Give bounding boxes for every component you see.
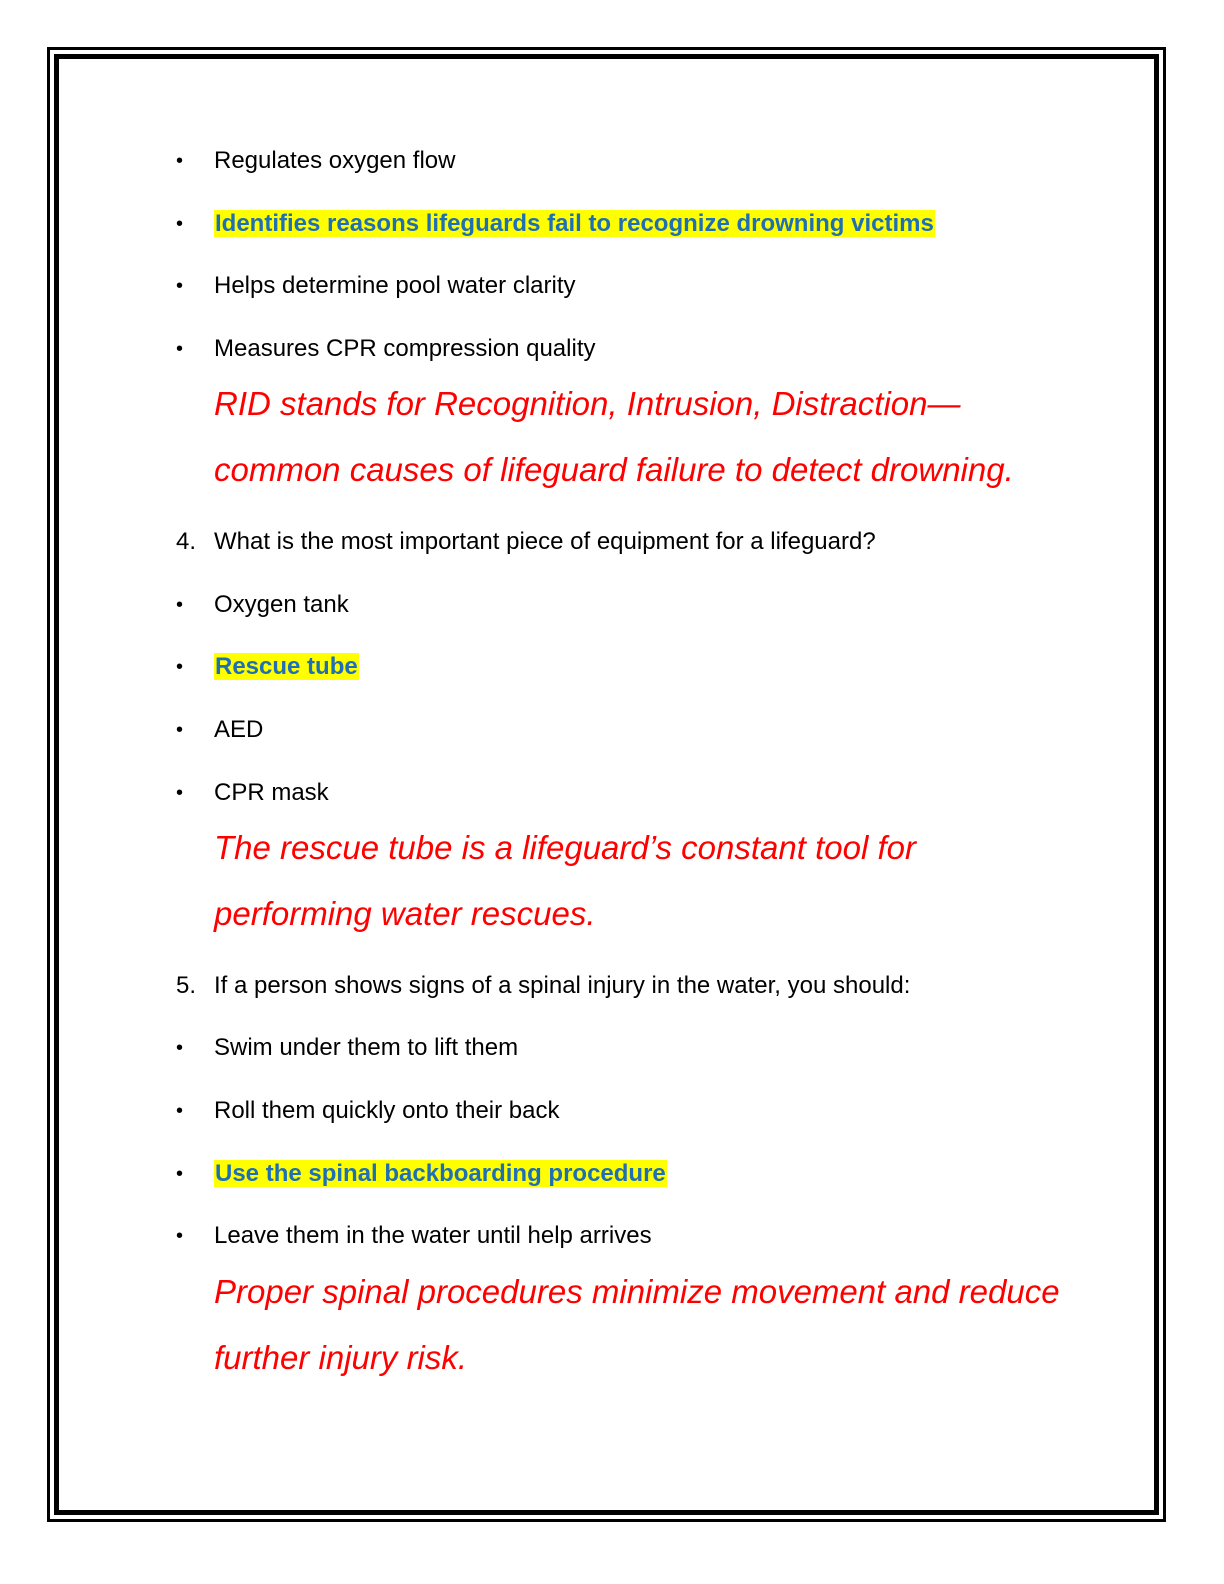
bullet-icon: • bbox=[176, 719, 184, 741]
q3-explanation-line-1: RID stands for Recognition, Intrusion, Distraction— bbox=[214, 385, 961, 422]
answer-highlight: Rescue tube bbox=[215, 653, 358, 680]
answer-highlight: Identifies reasons lifeguards fail to recognize drowning victims bbox=[215, 210, 934, 237]
bullet-icon: • bbox=[176, 656, 184, 678]
q4-option-1: Oxygen tank bbox=[214, 591, 349, 618]
bullet-icon: • bbox=[176, 1037, 184, 1059]
q5-option-4: Leave them in the water until help arrives bbox=[214, 1222, 652, 1249]
q3-explanation-line-2: common causes of lifeguard failure to detect drowning. bbox=[214, 451, 1014, 488]
q3-option-3: Helps determine pool water clarity bbox=[214, 272, 576, 299]
q5-number: 5. bbox=[176, 972, 197, 999]
bullet-icon: • bbox=[176, 275, 184, 297]
q3-option-4: Measures CPR compression quality bbox=[214, 335, 596, 362]
q3-option-1: Regulates oxygen flow bbox=[214, 147, 456, 174]
q4-option-3: AED bbox=[214, 716, 264, 743]
bullet-icon: • bbox=[176, 1163, 184, 1185]
q4-option-4: CPR mask bbox=[214, 779, 329, 806]
q5-question: If a person shows signs of a spinal injury in the water, you should: bbox=[214, 972, 911, 999]
bullet-icon: • bbox=[176, 782, 184, 804]
bullet-icon: • bbox=[176, 150, 184, 172]
q5-explanation-line-1: Proper spinal procedures minimize movement and reduce bbox=[214, 1273, 1060, 1310]
bullet-icon: • bbox=[176, 213, 184, 235]
q4-explanation-line-2: performing water rescues. bbox=[214, 895, 596, 932]
bullet-icon: • bbox=[176, 1225, 184, 1247]
q5-option-3-correct bbox=[214, 1159, 667, 1189]
q4-number: 4. bbox=[176, 528, 197, 555]
bullet-icon: • bbox=[176, 594, 184, 616]
q4-explanation-line-1: The rescue tube is a lifeguard’s constant tool for bbox=[214, 829, 916, 866]
q5-option-1: Swim under them to lift them bbox=[214, 1034, 519, 1061]
q5-option-2: Roll them quickly onto their back bbox=[214, 1097, 560, 1124]
q3-option-2-correct bbox=[214, 209, 935, 239]
answer-highlight: Use the spinal backboarding procedure bbox=[215, 1160, 666, 1187]
bullet-icon: • bbox=[176, 338, 184, 360]
q4-question: What is the most important piece of equipment for a lifeguard? bbox=[214, 528, 876, 555]
q5-explanation-line-2: further injury risk. bbox=[214, 1339, 468, 1376]
q4-option-2-correct bbox=[214, 652, 359, 682]
bullet-icon: • bbox=[176, 1100, 184, 1122]
